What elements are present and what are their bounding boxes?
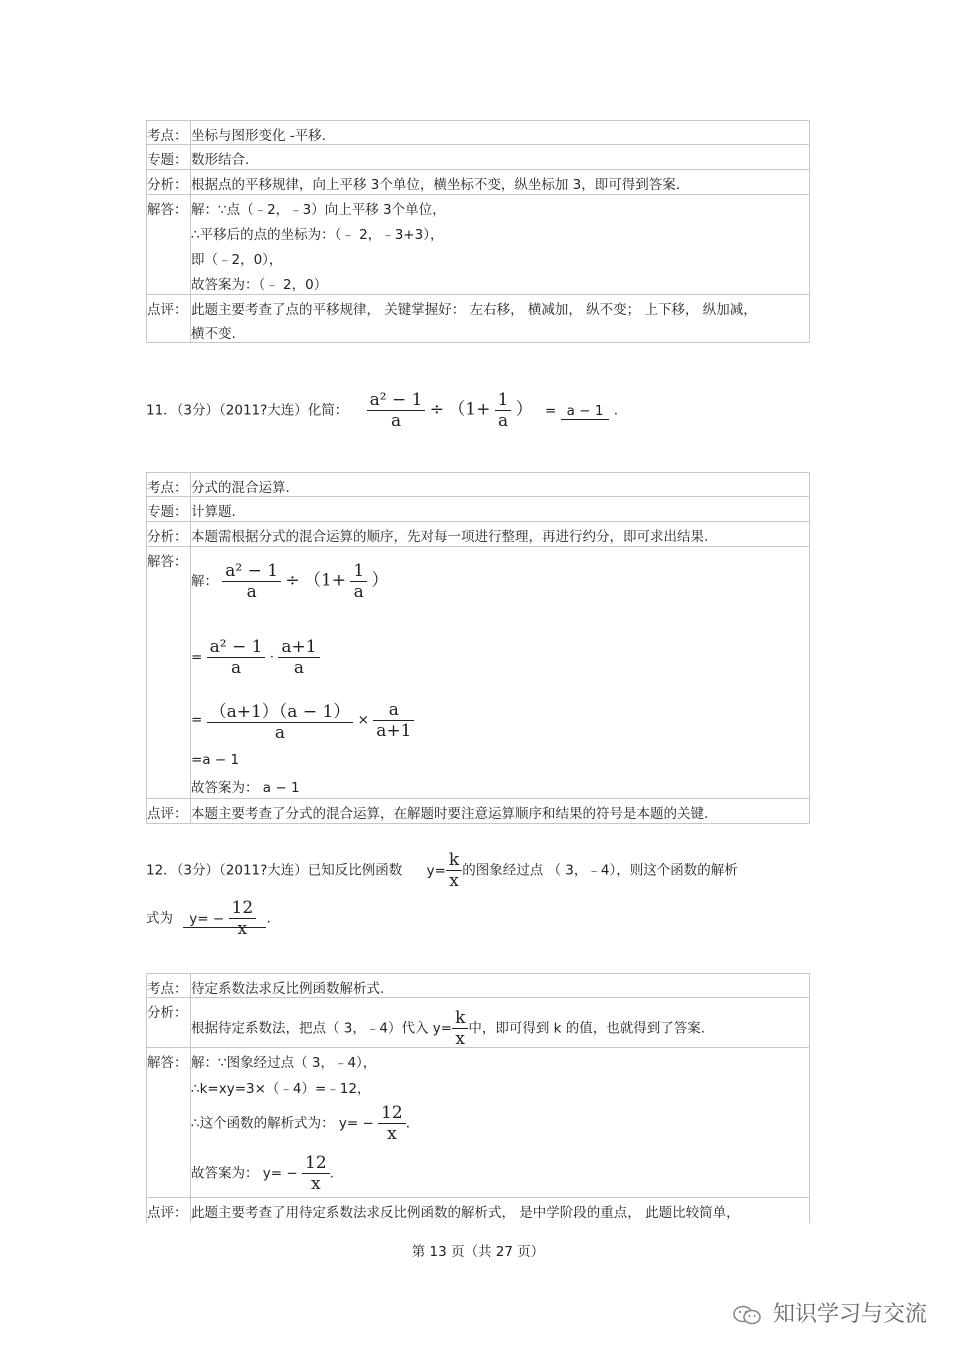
fenxi-row (146, 998, 810, 1048)
row-content: 本题主要考查了分式的混合运算，在解题时要注意运算顺序和结果的符号是本题的关键. (191, 806, 709, 822)
comment-line: 此题主要考查了点的平移规律， 关键掌握好： 左右移， 横减加， 纵不变； 上下移， 纵加减， (191, 302, 757, 318)
row-label: 专题： (147, 497, 191, 521)
row-label: 分析： (147, 170, 191, 194)
dianping-row (146, 1198, 810, 1223)
period: . (329, 1165, 334, 1182)
denominator: a (222, 581, 281, 602)
row-label: 分析： (147, 998, 191, 1047)
paren-close: ） (515, 399, 533, 420)
row-content: 数形结合. (191, 152, 250, 168)
solution-step (191, 561, 388, 602)
denominator: x (229, 918, 257, 939)
numerator: 12 (305, 1153, 327, 1173)
zhuanti-row (146, 145, 810, 170)
equals-sign: = (191, 712, 203, 728)
jieda-row (146, 1048, 810, 1198)
stem-end: . (613, 402, 619, 419)
fraction (452, 1008, 468, 1049)
solution-line: ∴平移后的点的坐标为：（﹣ 2，﹣3+3）， (191, 227, 444, 243)
solution-step: =a − 1 (191, 752, 240, 768)
analysis-text: 根据待定系数法，把点（ 3，﹣4）代入 y= (191, 1020, 453, 1037)
denominator: a (207, 657, 266, 678)
denominator: a+1 (373, 720, 414, 741)
dianping-row (146, 295, 810, 343)
numerator: （a+1）（a − 1） (209, 702, 351, 722)
solution-step: 故答案为： a − 1 (191, 780, 300, 796)
fraction (302, 1153, 330, 1194)
solution-step (191, 637, 320, 678)
denominator: a (207, 722, 354, 743)
jieda-row (146, 547, 810, 799)
answer-blank (183, 898, 266, 939)
paren-open: （1+ (303, 570, 347, 591)
fraction (378, 1103, 406, 1144)
wechat-icon (732, 1304, 762, 1326)
kaodian-row (146, 120, 810, 145)
denominator: x (452, 1028, 468, 1049)
denominator: a (278, 657, 319, 678)
denominator: x (378, 1123, 406, 1144)
fraction (229, 898, 257, 939)
watermark (732, 1297, 927, 1328)
numerator: 1 (353, 561, 365, 581)
step-prefix: 解： (191, 573, 218, 590)
row-label: 专题： (147, 145, 191, 169)
solution-line: ∴k=xy=3×（﹣4）=﹣12， (191, 1081, 371, 1097)
equals-sign: = (191, 649, 203, 666)
solution-line: 故答案为：（﹣ 2，0） (191, 277, 328, 293)
fraction (278, 637, 319, 678)
fenxi-row (146, 522, 810, 547)
fenxi-row (146, 170, 810, 195)
solution-line: 解：∵点（﹣2，﹣3）向上平移 3个单位， (191, 202, 446, 218)
dianping-row (146, 799, 810, 824)
row-content: 坐标与图形变化 -平移. (191, 128, 326, 144)
solution-text: ∴这个函数的解析式为： y= − (191, 1115, 374, 1132)
paren-open: （1+ (448, 399, 491, 420)
denominator: a (495, 410, 512, 431)
row-content: 本题需根据分式的混合运算的顺序，先对每一项进行整理，再进行约分，即可求出结果. (191, 529, 709, 545)
question-prefix: 11．（3分）（2011?大连）化简： (146, 402, 349, 419)
question-prefix: 12．（3分）（2011?大连）已知反比例函数 (146, 862, 403, 879)
denominator: x (446, 870, 462, 891)
numerator: a (388, 699, 399, 720)
numerator: a² − 1 (369, 390, 423, 410)
comment-line: 横不变. (191, 326, 236, 342)
q12-stem-line1 (146, 850, 738, 891)
fraction (350, 561, 367, 602)
denominator: x (302, 1173, 330, 1194)
fraction (367, 390, 426, 431)
row-content: 根据点的平移规律，向上平移 3个单位，横坐标不变，纵坐标加 3，即可得到答案. (191, 177, 681, 193)
operator: × (357, 712, 369, 728)
stem-mid: 的图象经过点 （ 3，﹣4），则这个函数的解析 (462, 862, 738, 879)
numerator: a² − 1 (209, 637, 263, 657)
kaodian-row (146, 472, 810, 497)
fraction (222, 561, 281, 602)
equals-sign: = (545, 402, 557, 419)
fraction (495, 390, 512, 431)
fraction (446, 850, 462, 891)
row-label: 点评： (147, 295, 191, 342)
numerator: k (455, 1008, 466, 1028)
solution-step (191, 697, 414, 743)
zhuanti-row (146, 497, 810, 522)
row-label: 点评： (147, 799, 191, 823)
operator: · (269, 649, 275, 666)
denominator: a (367, 410, 426, 431)
answer-blank: a − 1 (561, 403, 610, 420)
divide-sign: ÷ (285, 570, 300, 591)
numerator: 12 (381, 1103, 403, 1123)
row-content: 计算题. (191, 504, 236, 520)
numerator: 12 (231, 898, 254, 918)
paren-close: ） (371, 570, 389, 591)
row-label: 考点： (147, 974, 191, 997)
row-label: 点评： (147, 1198, 191, 1223)
period: . (405, 1115, 411, 1132)
function-lhs: y= (426, 862, 446, 879)
row-label: 解答： (147, 195, 191, 294)
numerator: k (448, 850, 460, 870)
row-label: 解答： (147, 1048, 191, 1197)
solution-line: 解：∵图象经过点（ 3，﹣4）， (191, 1055, 377, 1071)
q11-stem (146, 390, 618, 431)
answer-lhs: y= − (189, 910, 225, 927)
denominator: a (350, 581, 367, 602)
row-content: 分式的混合运算. (191, 480, 290, 496)
divide-sign: ÷ (429, 399, 444, 420)
fraction (207, 697, 354, 743)
q12-stem-line2 (146, 898, 271, 939)
row-label: 分析： (147, 522, 191, 546)
stem-end: . (266, 910, 271, 927)
numerator: 1 (497, 390, 509, 410)
stem-line2-prefix: 式为 (146, 910, 173, 927)
solution-line (191, 1103, 410, 1144)
row-label: 解答： (147, 547, 191, 798)
numerator: a² − 1 (225, 561, 279, 581)
row-content: 待定系数法求反比例函数解析式. (191, 981, 385, 997)
analysis-text: 中，即可得到 k 的值，也就得到了答案. (468, 1020, 706, 1037)
kaodian-row (146, 973, 810, 998)
analysis-line (191, 1008, 705, 1049)
jieda-row (146, 195, 810, 295)
row-label: 考点： (147, 473, 191, 496)
fraction (373, 700, 414, 741)
fraction (207, 637, 266, 678)
solution-line: 即（﹣2，0）， (191, 252, 283, 268)
numerator: a+1 (281, 637, 317, 657)
row-label: 考点： (147, 121, 191, 144)
solution-line (191, 1153, 334, 1194)
solution-text: 故答案为： y= − (191, 1165, 298, 1182)
row-content: 此题主要考查了用待定系数法求反比例函数的解析式， 是中学阶段的重点， 此题比较简单， (191, 1205, 740, 1221)
page-footer: 第 13 页（共 27 页） (411, 1244, 545, 1260)
watermark-text: 知识学习与交流 (773, 1302, 928, 1327)
